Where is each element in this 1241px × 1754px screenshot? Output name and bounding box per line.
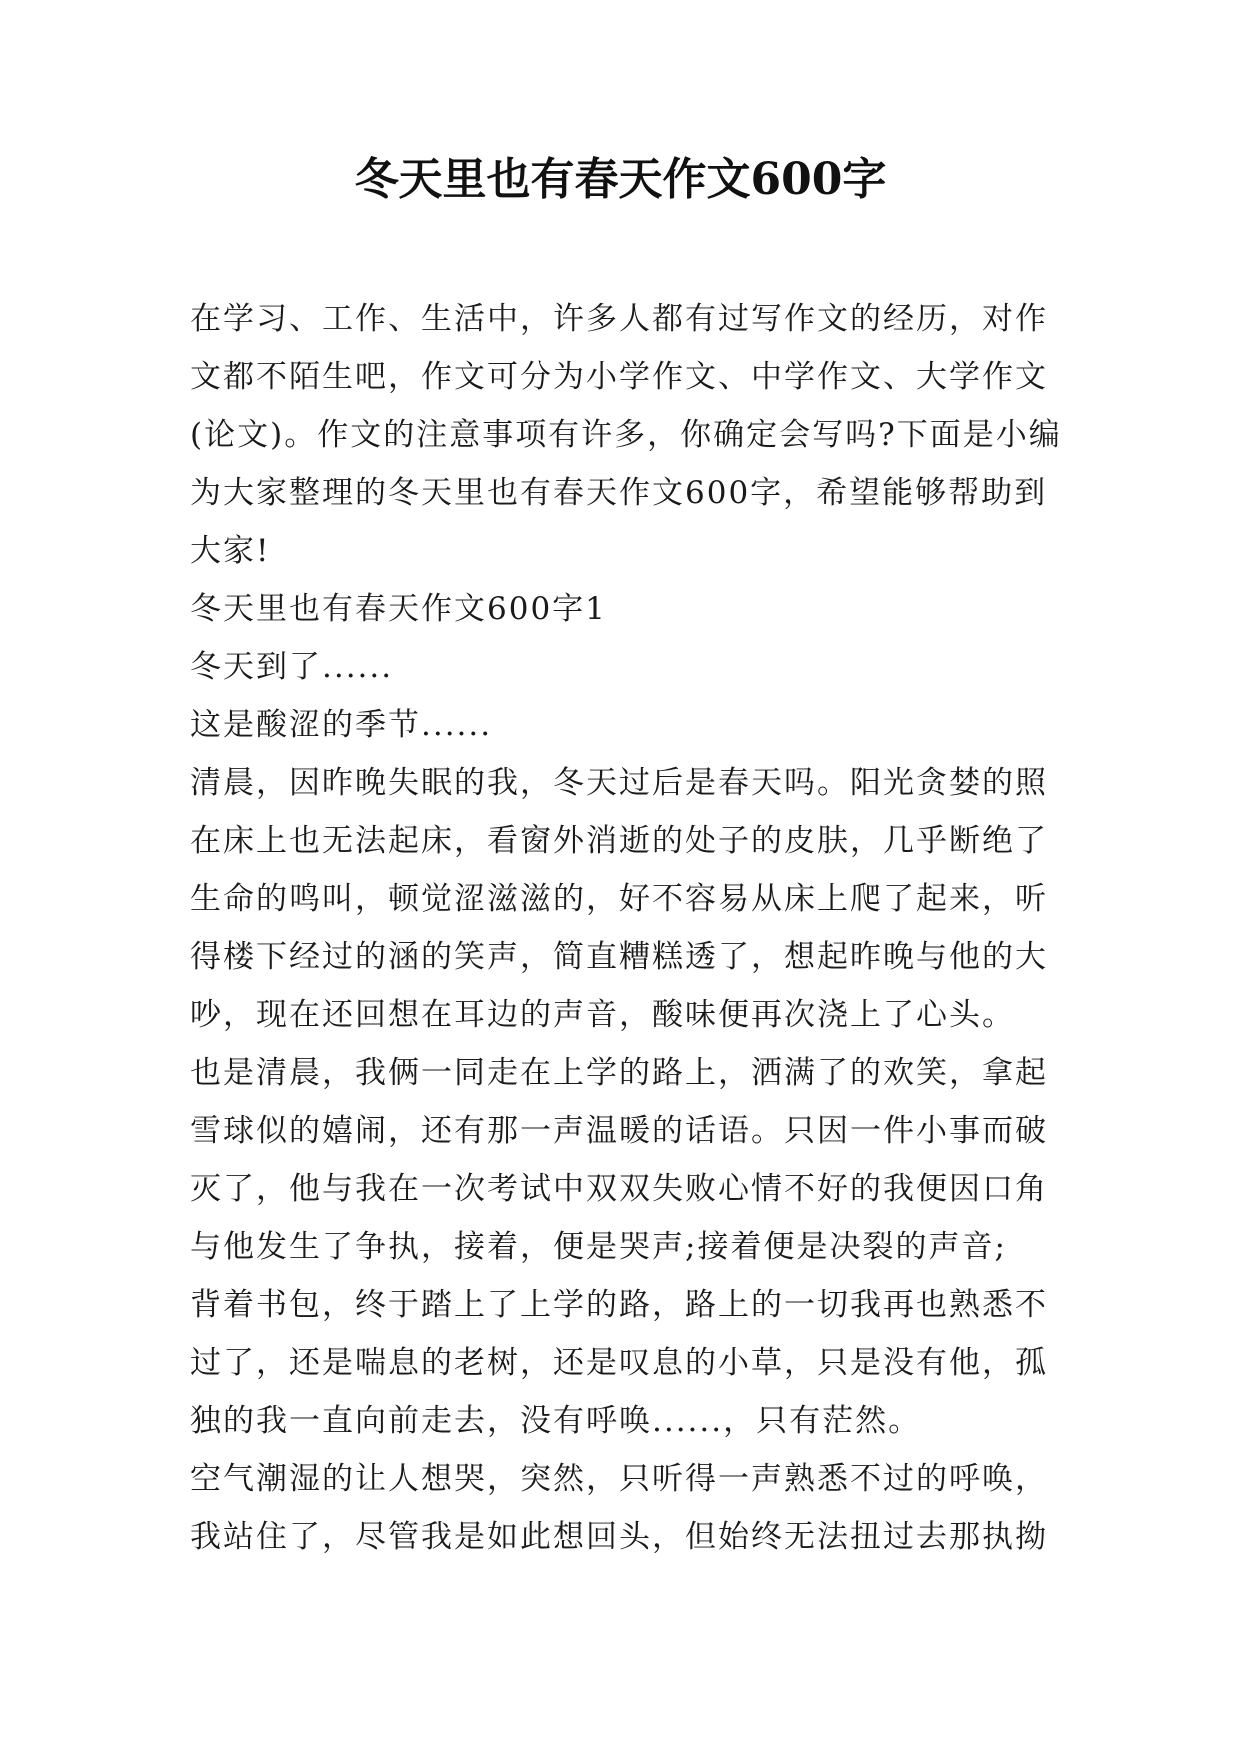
body-paragraph: 清晨，因昨晚失眠的我，冬天过后是春天吗。阳光贪婪的照在床上也无法起床，看窗外消逝的处子的皮肤，几乎断绝了生命的鸣叫，顿觉涩滋滋的，好不容易从床上爬了起来，听得楼下经过的涵的笑声，简直糟糕透了，想起昨晚与他的大吵，现在还回想在耳边的声音，酸味便再次浇上了心头。 <box>190 765 1048 1033</box>
essay-heading: 冬天里也有春天作文600字1 <box>190 591 607 627</box>
document-body <box>190 290 1070 1566</box>
body-paragraph: 冬天到了...... <box>190 649 394 685</box>
body-paragraph: 这是酸涩的季节...... <box>190 707 493 743</box>
body-paragraph: 空气潮湿的让人想哭，突然，只听得一声熟悉不过的呼唤，我站住了，尽管我是如此想回头，但始终无法扭过去那执拗 <box>190 1461 1048 1555</box>
body-paragraph: 背着书包，终于踏上了上学的路，路上的一切我再也熟悉不过了，还是喘息的老树，还是叹息的小草，只是没有他，孤独的我一直向前走去，没有呼唤......，只有茫然。 <box>190 1287 1048 1439</box>
document-title: 冬天里也有春天作文600字 <box>354 154 887 205</box>
intro-paragraph: 在学习、工作、生活中，许多人都有过写作文的经历，对作文都不陌生吧，作文可分为小学作文、中学作文、大学作文(论文)。作文的注意事项有许多，你确定会写吗?下面是小编为大家整理的冬天里也有春天作文600字，希望能够帮助到大家! <box>190 301 1062 569</box>
body-paragraph: 也是清晨，我俩一同走在上学的路上，洒满了的欢笑，拿起雪球似的嬉闹，还有那一声温暖的话语。只因一件小事而破灭了，他与我在一次考试中双双失败心情不好的我便因口角与他发生了争执，接着，便是哭声;接着便是决裂的声音; <box>190 1055 1048 1265</box>
